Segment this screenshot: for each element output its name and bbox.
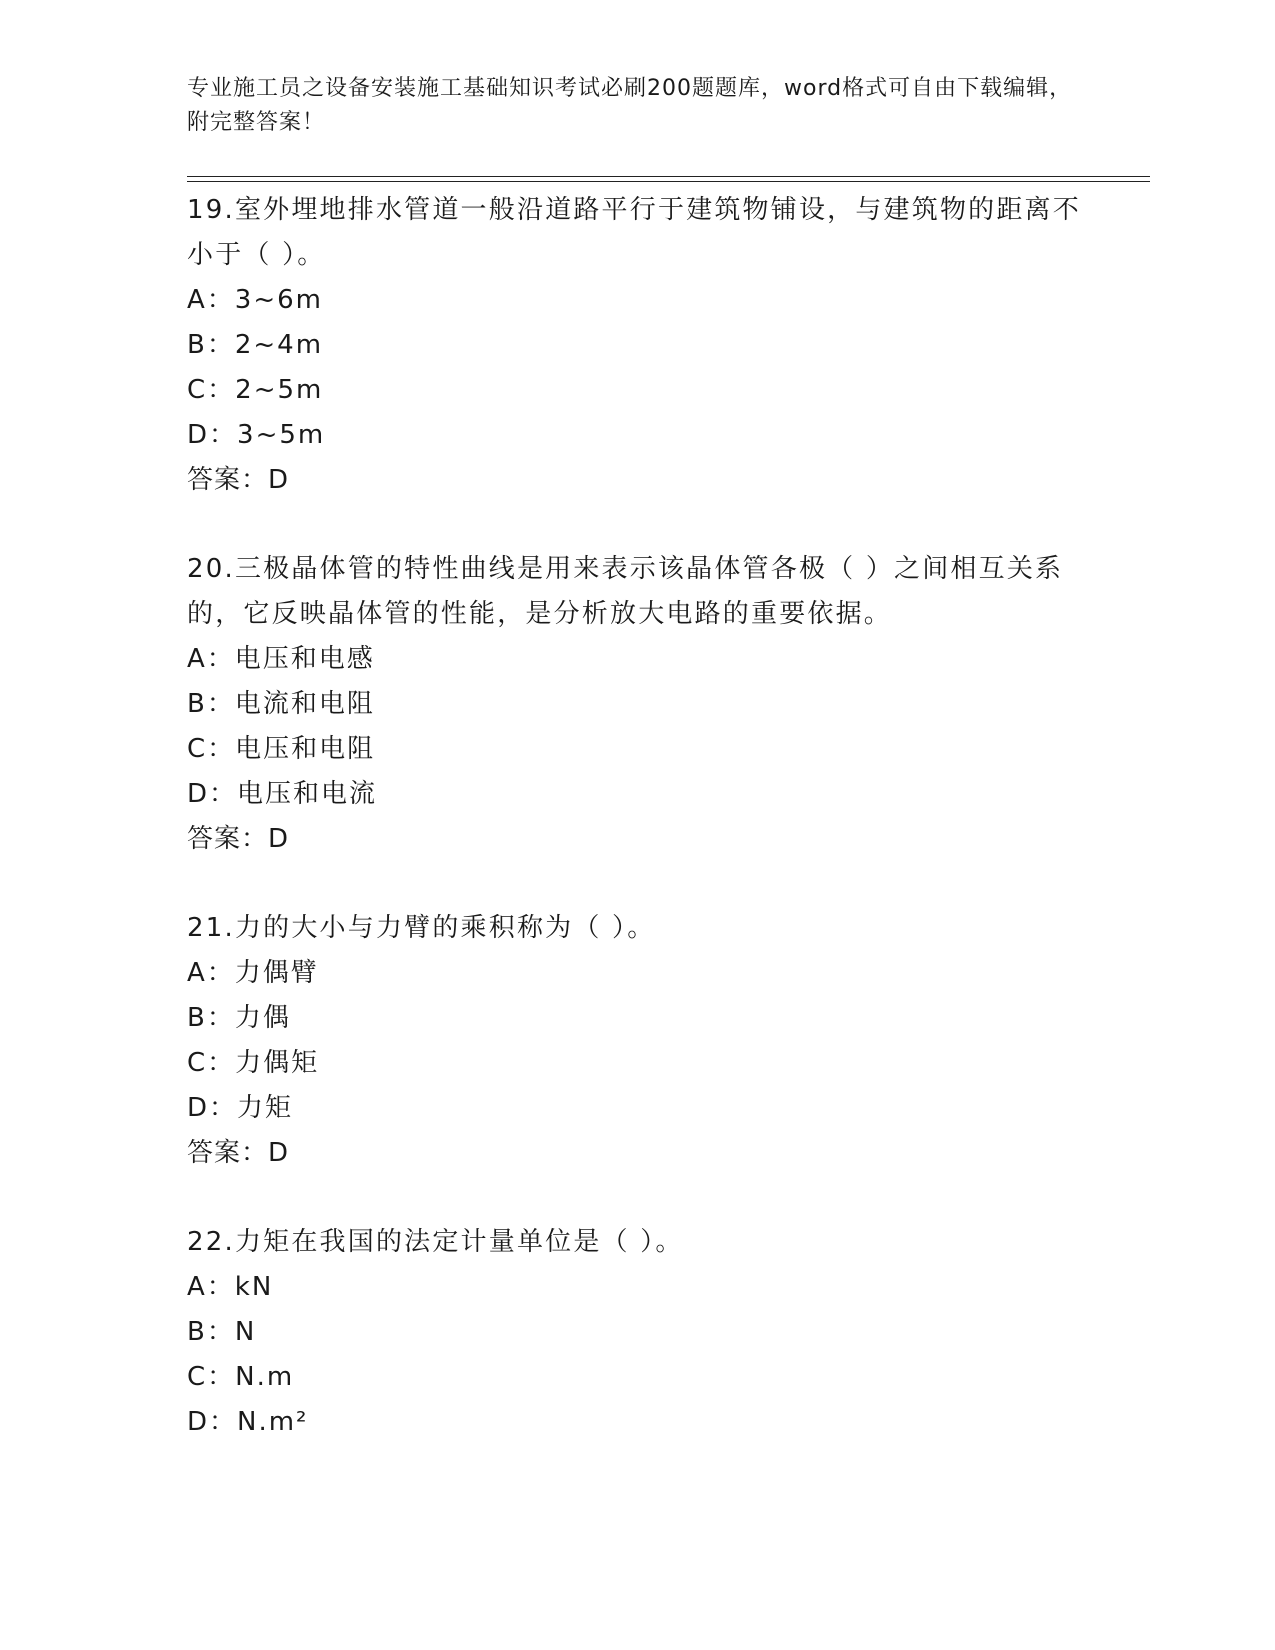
- option-d: D：电压和电流: [187, 779, 378, 809]
- option-c: C：力偶矩: [187, 1048, 320, 1078]
- option-b: B：力偶: [187, 1003, 291, 1033]
- question-stem: 21.力的大小与力臂的乘积称为（ ）。: [187, 913, 656, 943]
- question-20: [187, 547, 1087, 862]
- option-d: D：3~5m: [187, 420, 326, 450]
- option-a: A：kN: [187, 1272, 274, 1302]
- question-19: [187, 188, 1087, 503]
- option-b: B：N: [187, 1317, 257, 1347]
- option-b: B：2~4m: [187, 330, 324, 360]
- option-c: C：电压和电阻: [187, 734, 376, 764]
- option-b: B：电流和电阻: [187, 689, 375, 719]
- header-divider-top: [187, 176, 1150, 177]
- option-c: C：2~5m: [187, 375, 324, 405]
- option-d: D：力矩: [187, 1093, 294, 1123]
- question-list: [187, 188, 1087, 1489]
- answer-label: 答案：D: [187, 1138, 290, 1168]
- option-a: A：3~6m: [187, 285, 323, 315]
- answer-label: 答案：D: [187, 465, 290, 495]
- option-a: A：电压和电感: [187, 644, 375, 674]
- option-a: A：力偶臂: [187, 958, 319, 988]
- question-21: [187, 906, 1087, 1176]
- header-divider-bottom: [187, 181, 1150, 182]
- question-stem: 19.室外埋地排水管道一般沿道路平行于建筑物铺设，与建筑物的距离不小于（ ）。: [187, 195, 1081, 270]
- question-stem: 20.三极晶体管的特性曲线是用来表示该晶体管各极（ ）之间相互关系的，它反映晶体管的性能，是分析放大电路的重要依据。: [187, 554, 1064, 629]
- document-header: 专业施工员之设备安装施工基础知识考试必刷200题题库，word格式可自由下载编辑，附完整答案！: [187, 76, 1073, 135]
- question-stem: 22.力矩在我国的法定计量单位是（ ）。: [187, 1227, 684, 1257]
- option-c: C：N.m: [187, 1362, 295, 1392]
- answer-label: 答案：D: [187, 824, 290, 854]
- question-22: [187, 1220, 1087, 1445]
- option-d: D：N.m²: [187, 1407, 309, 1437]
